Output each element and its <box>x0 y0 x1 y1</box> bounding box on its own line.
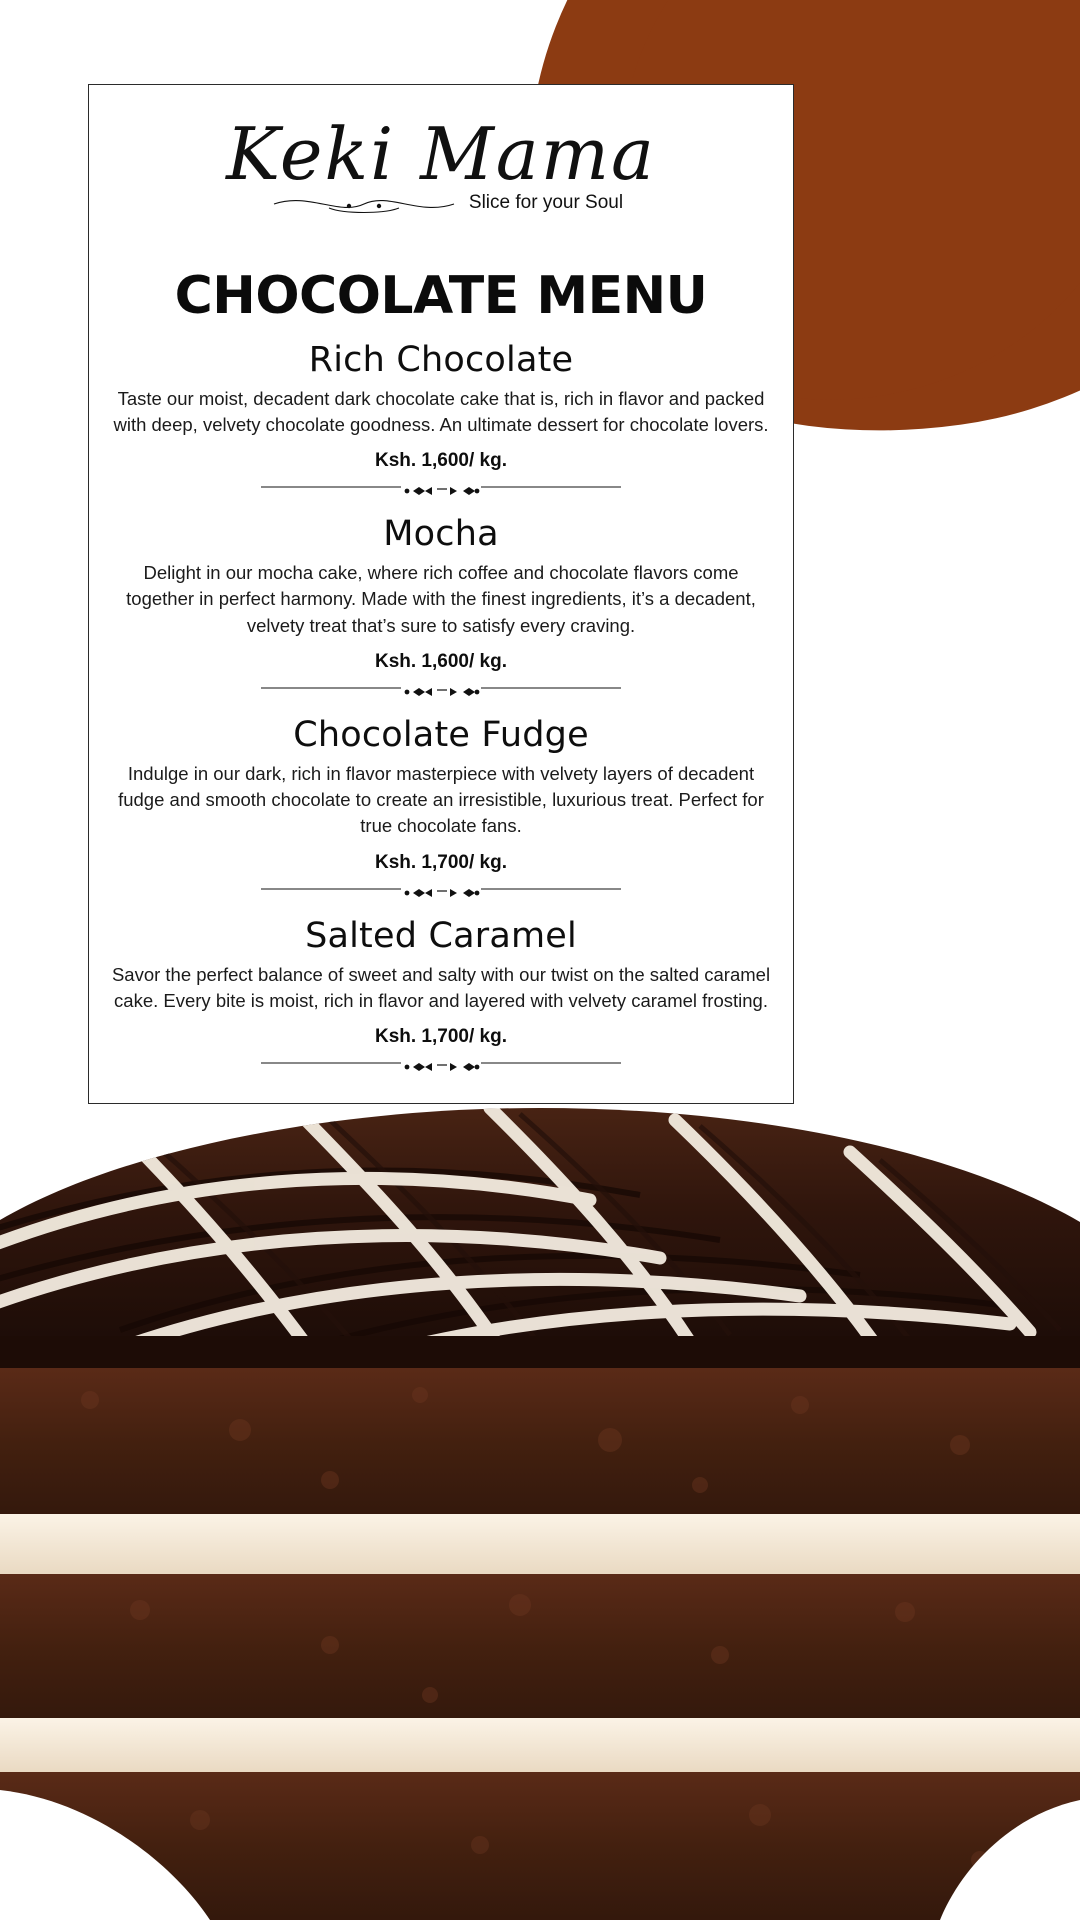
section-divider-ornament-icon <box>101 880 781 902</box>
menu-item-description: Delight in our mocha cake, where rich coffee and chocolate flavors come together in perfect harmony. Made with the finest ingredients, it’s a decadent, velvety treat that’s sure to satisfy every craving. <box>126 562 756 636</box>
section-divider-ornament-icon <box>101 478 781 500</box>
menu-item-description: Savor the perfect balance of sweet and salty with our twist on the salted caramel cake. Every bite is moist, rich in flavor and layered with velvety caramel frosting. <box>111 963 771 1011</box>
brand-tagline-row <box>89 192 793 214</box>
menu-item-name: Salted Caramel <box>305 915 577 956</box>
menu-item-price: Ksh. 1,600/ kg. <box>374 450 507 472</box>
menu-item-price: Ksh. 1,600/ kg. <box>374 650 507 672</box>
menu-item-price: Ksh. 1,700/ kg. <box>374 1026 507 1048</box>
flourish-ornament-icon <box>269 192 459 214</box>
brand-block <box>89 85 793 214</box>
cake-photo <box>0 1100 1080 1920</box>
menu-item <box>101 715 781 902</box>
menu-card <box>88 84 794 1104</box>
menu-item-price: Ksh. 1,700/ kg. <box>374 851 507 873</box>
menu-item <box>101 916 781 1077</box>
menu-items-list <box>89 340 793 1077</box>
menu-item <box>101 340 781 501</box>
section-divider-ornament-icon <box>101 1054 781 1076</box>
menu-item-name: Mocha <box>383 514 499 555</box>
menu-item-description: Indulge in our dark, rich in flavor masterpiece with velvety layers of decadent fudge and smooth chocolate to create an irresistible, luxurious treat. Perfect for true chocolate fans. <box>118 762 764 837</box>
brand-name: Keki Mama <box>226 112 656 196</box>
page-title: CHOCOLATE MENU <box>174 265 708 326</box>
menu-item <box>101 514 781 701</box>
menu-item-description: Taste our moist, decadent dark chocolate cake that is, rich in flavor and packed with deep, velvety chocolate goodness. An ultimate dessert for chocolate lovers. <box>113 387 769 435</box>
menu-item-name: Rich Chocolate <box>308 339 574 380</box>
section-divider-ornament-icon <box>101 679 781 701</box>
menu-item-name: Chocolate Fudge <box>293 714 589 755</box>
brand-tagline: Slice for your Soul <box>468 191 624 213</box>
